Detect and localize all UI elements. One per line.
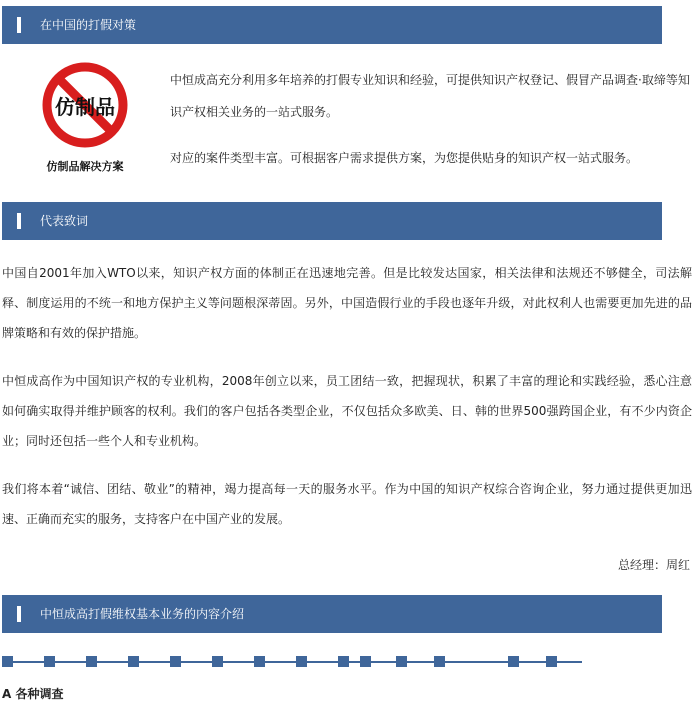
- counterfeit-logo: [30, 58, 140, 176]
- business-tab[interactable]: [360, 656, 371, 667]
- business-item-a: A 各种调查: [2, 687, 64, 701]
- business-tab[interactable]: [128, 656, 139, 667]
- business-tab[interactable]: [546, 656, 557, 667]
- business-tab[interactable]: [296, 656, 307, 667]
- business-tab[interactable]: [2, 656, 13, 667]
- business-tab[interactable]: [434, 656, 445, 667]
- speech-paragraph-1: 中国自2001年加入WTO以来，知识产权方面的体制正在迅速地完善。但是比较发达国家，相关法律和法规还不够健全，司法解释、制度运用的不统一和地方保护主义等问题根深蒂固。另外，中国造假行业的手段也逐年升级，对此权利人也需要更加先进的品牌策略和有效的保护措施。: [2, 266, 692, 340]
- business-tab[interactable]: [508, 656, 519, 667]
- business-tab[interactable]: [44, 656, 55, 667]
- header-marker: [17, 606, 21, 622]
- business-tab[interactable]: [338, 656, 349, 667]
- logo-caption: 仿制品解决方案: [46, 160, 124, 173]
- speech-paragraph-3-wrap: [2, 474, 692, 534]
- section-title: 中恒成高打假维权基本业务的内容介绍: [40, 607, 245, 621]
- prohibition-icon: [30, 58, 140, 158]
- section-title: 在中国的打假对策: [40, 18, 137, 32]
- section-title: 代表致词: [40, 214, 89, 228]
- business-tabs: [2, 654, 582, 668]
- header-marker: [17, 213, 21, 229]
- intro-paragraph-2: 对应的案件类型丰富。可根据客户需求提供方案，为您提供贴身的知识产权一站式服务。: [170, 151, 639, 165]
- speech-paragraph-1-wrap: [2, 258, 692, 348]
- business-tab[interactable]: [396, 656, 407, 667]
- intro-paragraph-1: 中恒成高充分利用多年培养的打假专业知识和经验，可提供知识产权登记、假冒产品调查·取缔等知识产权相关业务的一站式服务。: [170, 73, 690, 119]
- logo-text: 仿制品: [55, 95, 115, 119]
- business-tab[interactable]: [86, 656, 97, 667]
- section-header-business: [2, 595, 662, 633]
- business-tab[interactable]: [170, 656, 181, 667]
- speech-paragraph-2: 中恒成高作为中国知识产权的专业机构，2008年创立以来，员工团结一致，把握现状，积累了丰富的理论和实践经验，悉心注意如何确实取得并维护顾客的权利。我们的客户包括各类型企业，不仅包括众多欧美、日、韩的世界500强跨国企业，有不少内资企业；同时还包括一些个人和专业机构。: [2, 374, 692, 448]
- speech-paragraph-3: 我们将本着“诚信、团结、敬业”的精神，竭力提高每一天的服务水平。作为中国的知识产权综合咨询企业，努力通过提供更加迅速、正确而充实的服务，支持客户在中国产业的发展。: [2, 482, 692, 526]
- intro-text: [170, 64, 690, 174]
- speech-paragraph-2-wrap: [2, 366, 692, 456]
- header-marker: [17, 17, 21, 33]
- signature: 总经理：周红: [617, 558, 690, 572]
- business-tab[interactable]: [212, 656, 223, 667]
- section-header-speech: [2, 202, 662, 240]
- section-header-strategy: [2, 6, 662, 44]
- business-tab[interactable]: [254, 656, 265, 667]
